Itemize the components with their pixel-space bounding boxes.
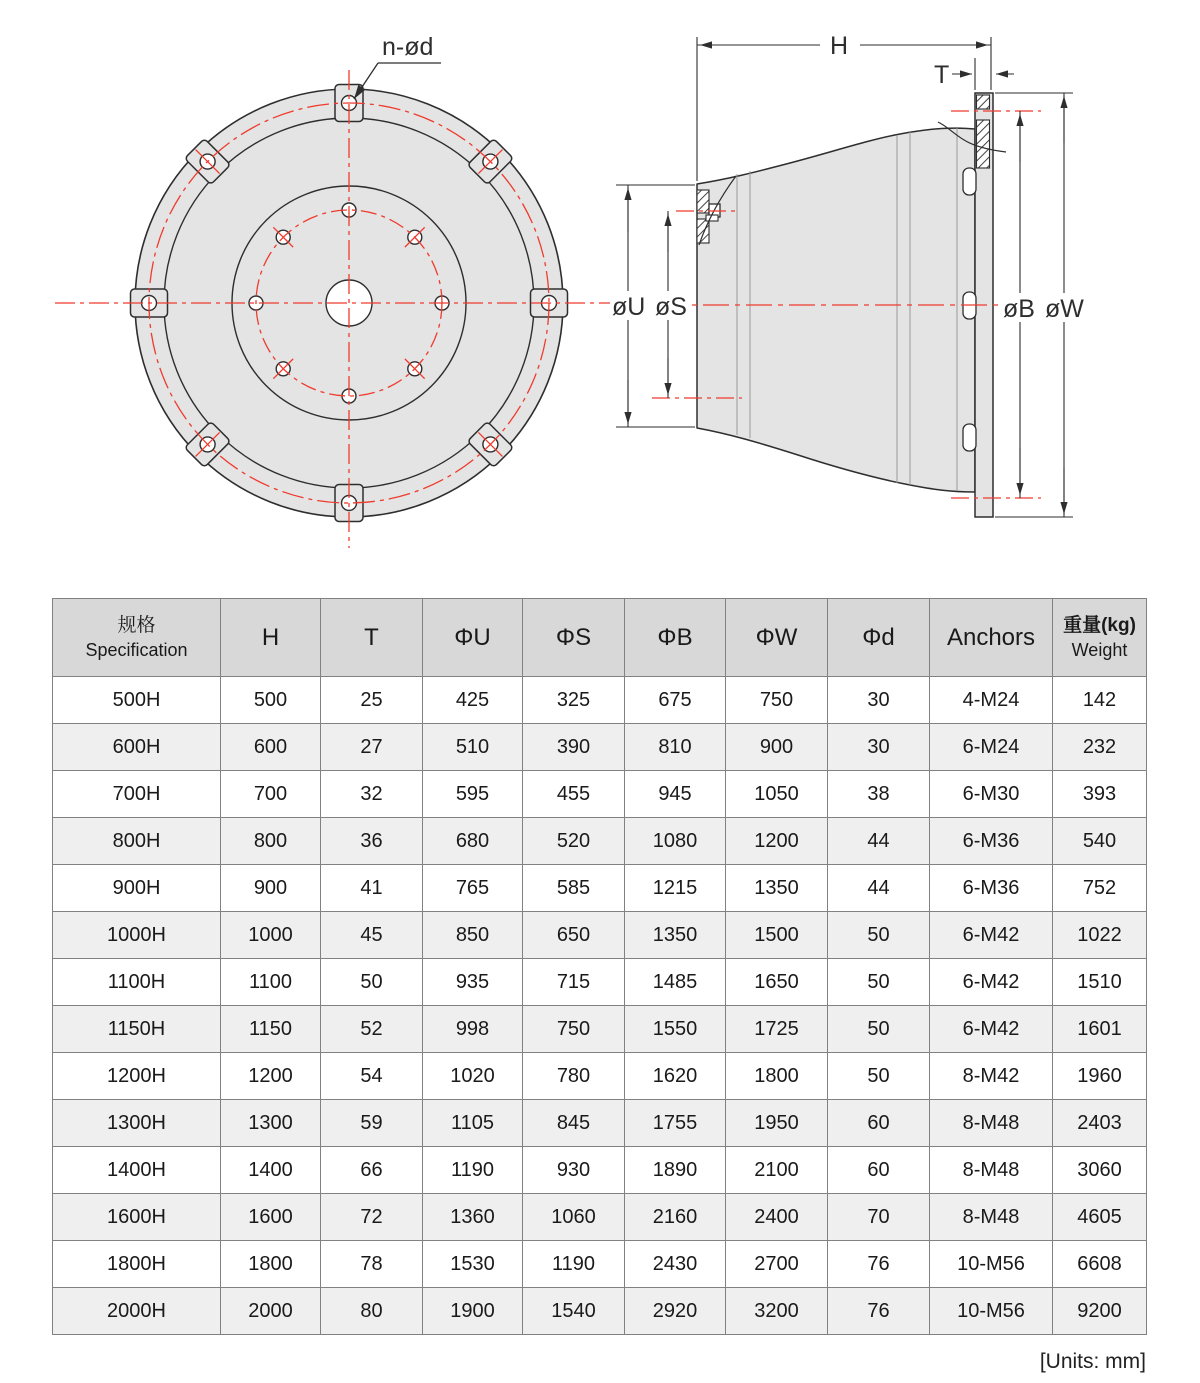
side-view-drawing (610, 30, 1086, 517)
value-cell: 700 (221, 771, 321, 818)
spec-cell: 1300H (53, 1100, 221, 1147)
value-cell: 50 (828, 912, 930, 959)
value-cell: 750 (523, 1006, 625, 1053)
value-cell: 45 (321, 912, 423, 959)
table-row (53, 818, 1147, 865)
value-cell: 4605 (1053, 1194, 1147, 1241)
table-row (53, 1053, 1147, 1100)
value-cell: 3060 (1053, 1147, 1147, 1194)
value-cell: 8-M48 (930, 1100, 1053, 1147)
value-cell: 6-M30 (930, 771, 1053, 818)
value-cell: 1060 (523, 1194, 625, 1241)
value-cell: 3200 (726, 1288, 828, 1335)
spec-cell: 800H (53, 818, 221, 865)
value-cell: 50 (828, 1006, 930, 1053)
value-cell: 2160 (625, 1194, 726, 1241)
value-cell: 1620 (625, 1053, 726, 1100)
value-cell: 60 (828, 1147, 930, 1194)
value-cell: 50 (828, 1053, 930, 1100)
value-cell: 680 (423, 818, 523, 865)
value-cell: 2430 (625, 1241, 726, 1288)
column-header-3 (423, 599, 523, 677)
value-cell: 142 (1053, 677, 1147, 724)
value-cell: 2000 (221, 1288, 321, 1335)
value-cell: 1300 (221, 1100, 321, 1147)
spec-cell: 500H (53, 677, 221, 724)
value-cell: 500 (221, 677, 321, 724)
column-header-6 (726, 599, 828, 677)
column-header-5 (625, 599, 726, 677)
value-cell: 1900 (423, 1288, 523, 1335)
value-cell: 6-M42 (930, 959, 1053, 1006)
value-cell: 998 (423, 1006, 523, 1053)
value-cell: 752 (1053, 865, 1147, 912)
value-cell: 1200 (726, 818, 828, 865)
value-cell: 900 (221, 865, 321, 912)
value-cell: 6608 (1053, 1241, 1147, 1288)
table-row (53, 1288, 1147, 1335)
dim-t-label: T (934, 61, 950, 89)
value-cell: 1540 (523, 1288, 625, 1335)
column-header-label: ΦB (657, 623, 693, 651)
value-cell: 1200 (221, 1053, 321, 1100)
value-cell: 1215 (625, 865, 726, 912)
value-cell: 2700 (726, 1241, 828, 1288)
column-header-en: Weight (1071, 640, 1128, 661)
value-cell: 1100 (221, 959, 321, 1006)
value-cell: 1190 (423, 1147, 523, 1194)
value-cell: 59 (321, 1100, 423, 1147)
value-cell: 765 (423, 865, 523, 912)
cone-body (697, 128, 975, 492)
value-cell: 520 (523, 818, 625, 865)
value-cell: 945 (625, 771, 726, 818)
value-cell: 1650 (726, 959, 828, 1006)
value-cell: 1800 (221, 1241, 321, 1288)
column-header-label: ΦU (454, 623, 491, 651)
table-row (53, 1147, 1147, 1194)
value-cell: 32 (321, 771, 423, 818)
table-row (53, 771, 1147, 818)
value-cell: 50 (828, 959, 930, 1006)
front-view-drawing (55, 33, 645, 548)
plate-hatch-top (977, 95, 990, 109)
value-cell: 1022 (1053, 912, 1147, 959)
table-row (53, 1241, 1147, 1288)
value-cell: 30 (828, 724, 930, 771)
value-cell: 1510 (1053, 959, 1147, 1006)
dim-s-label: øS (655, 293, 687, 321)
table-row (53, 1194, 1147, 1241)
column-header-label: H (261, 623, 280, 651)
table-row (53, 959, 1147, 1006)
spec-cell: 1150H (53, 1006, 221, 1053)
value-cell: 1890 (625, 1147, 726, 1194)
value-cell: 800 (221, 818, 321, 865)
spec-cell: 1200H (53, 1053, 221, 1100)
value-cell: 1960 (1053, 1053, 1147, 1100)
value-cell: 595 (423, 771, 523, 818)
table-row (53, 865, 1147, 912)
table-row (53, 724, 1147, 771)
value-cell: 600 (221, 724, 321, 771)
value-cell: 66 (321, 1147, 423, 1194)
value-cell: 8-M42 (930, 1053, 1053, 1100)
value-cell: 750 (726, 677, 828, 724)
column-header-label: Φd (862, 623, 895, 651)
value-cell: 44 (828, 818, 930, 865)
dim-b-label: øB (1003, 295, 1035, 323)
value-cell: 850 (423, 912, 523, 959)
value-cell: 930 (523, 1147, 625, 1194)
value-cell: 1350 (726, 865, 828, 912)
column-header-label: Anchors (946, 623, 1036, 651)
value-cell: 1105 (423, 1100, 523, 1147)
value-cell: 1050 (726, 771, 828, 818)
units-note: [Units: mm] (1039, 1350, 1146, 1373)
value-cell: 1600 (221, 1194, 321, 1241)
column-header-8 (930, 599, 1053, 677)
table-header (53, 599, 1147, 677)
column-header-1 (221, 599, 321, 677)
column-header-label: T (364, 623, 379, 651)
value-cell: 6-M36 (930, 865, 1053, 912)
value-cell: 1530 (423, 1241, 523, 1288)
dim-u-label: øU (612, 293, 646, 321)
column-header-2 (321, 599, 423, 677)
value-cell: 650 (523, 912, 625, 959)
value-cell: 9200 (1053, 1288, 1147, 1335)
spec-cell: 700H (53, 771, 221, 818)
value-cell: 1485 (625, 959, 726, 1006)
value-cell: 1190 (523, 1241, 625, 1288)
value-cell: 8-M48 (930, 1194, 1053, 1241)
column-header-0 (53, 599, 221, 677)
value-cell: 44 (828, 865, 930, 912)
value-cell: 25 (321, 677, 423, 724)
table-row (53, 912, 1147, 959)
value-cell: 72 (321, 1194, 423, 1241)
table-row (53, 677, 1147, 724)
column-header-zh: 重量(kg) (1063, 614, 1136, 636)
value-cell: 810 (625, 724, 726, 771)
value-cell: 52 (321, 1006, 423, 1053)
value-cell: 1360 (423, 1194, 523, 1241)
value-cell: 2100 (726, 1147, 828, 1194)
technical-drawing (0, 0, 1200, 585)
value-cell: 510 (423, 724, 523, 771)
value-cell: 36 (321, 818, 423, 865)
value-cell: 1020 (423, 1053, 523, 1100)
value-cell: 1080 (625, 818, 726, 865)
value-cell: 1400 (221, 1147, 321, 1194)
value-cell: 1950 (726, 1100, 828, 1147)
value-cell: 78 (321, 1241, 423, 1288)
spec-cell: 2000H (53, 1288, 221, 1335)
value-cell: 715 (523, 959, 625, 1006)
value-cell: 675 (625, 677, 726, 724)
spec-cell: 900H (53, 865, 221, 912)
value-cell: 8-M48 (930, 1147, 1053, 1194)
value-cell: 2920 (625, 1288, 726, 1335)
spec-cell: 1000H (53, 912, 221, 959)
value-cell: 845 (523, 1100, 625, 1147)
value-cell: 6-M36 (930, 818, 1053, 865)
value-cell: 935 (423, 959, 523, 1006)
value-cell: 585 (523, 865, 625, 912)
value-cell: 1500 (726, 912, 828, 959)
value-cell: 393 (1053, 771, 1147, 818)
column-header-label: ΦW (755, 623, 798, 651)
table-row (53, 1100, 1147, 1147)
value-cell: 1601 (1053, 1006, 1147, 1053)
value-cell: 780 (523, 1053, 625, 1100)
value-cell: 325 (523, 677, 625, 724)
value-cell: 30 (828, 677, 930, 724)
value-cell: 1725 (726, 1006, 828, 1053)
value-cell: 6-M42 (930, 1006, 1053, 1053)
spec-cell: 600H (53, 724, 221, 771)
value-cell: 6-M42 (930, 912, 1053, 959)
specification-table (52, 598, 1147, 1335)
column-header-4 (523, 599, 625, 677)
value-cell: 50 (321, 959, 423, 1006)
column-header-9 (1053, 599, 1147, 677)
value-cell: 2400 (726, 1194, 828, 1241)
table-row (53, 1006, 1147, 1053)
spec-cell: 1100H (53, 959, 221, 1006)
value-cell: 6-M24 (930, 724, 1053, 771)
dim-h-label: H (830, 32, 849, 60)
dim-t (952, 58, 1014, 90)
value-cell: 41 (321, 865, 423, 912)
value-cell: 76 (828, 1288, 930, 1335)
value-cell: 390 (523, 724, 625, 771)
column-header-7 (828, 599, 930, 677)
value-cell: 1000 (221, 912, 321, 959)
value-cell: 1150 (221, 1006, 321, 1053)
spec-cell: 1600H (53, 1194, 221, 1241)
column-header-label: ΦS (555, 623, 592, 651)
value-cell: 540 (1053, 818, 1147, 865)
spec-cell: 1400H (53, 1147, 221, 1194)
value-cell: 70 (828, 1194, 930, 1241)
callout-label: n-ød (382, 33, 434, 61)
column-header-en: Specification (85, 640, 188, 661)
spec-cell: 1800H (53, 1241, 221, 1288)
value-cell: 10-M56 (930, 1288, 1053, 1335)
plate-hatch-section (977, 120, 990, 168)
value-cell: 1755 (625, 1100, 726, 1147)
value-cell: 60 (828, 1100, 930, 1147)
value-cell: 10-M56 (930, 1241, 1053, 1288)
value-cell: 80 (321, 1288, 423, 1335)
value-cell: 2403 (1053, 1100, 1147, 1147)
value-cell: 76 (828, 1241, 930, 1288)
value-cell: 38 (828, 771, 930, 818)
value-cell: 4-M24 (930, 677, 1053, 724)
value-cell: 232 (1053, 724, 1147, 771)
value-cell: 1350 (625, 912, 726, 959)
dim-w-label: øW (1045, 295, 1084, 323)
value-cell: 27 (321, 724, 423, 771)
value-cell: 425 (423, 677, 523, 724)
value-cell: 1800 (726, 1053, 828, 1100)
value-cell: 1550 (625, 1006, 726, 1053)
column-header-zh: 规格 (117, 614, 156, 636)
value-cell: 900 (726, 724, 828, 771)
value-cell: 54 (321, 1053, 423, 1100)
value-cell: 455 (523, 771, 625, 818)
